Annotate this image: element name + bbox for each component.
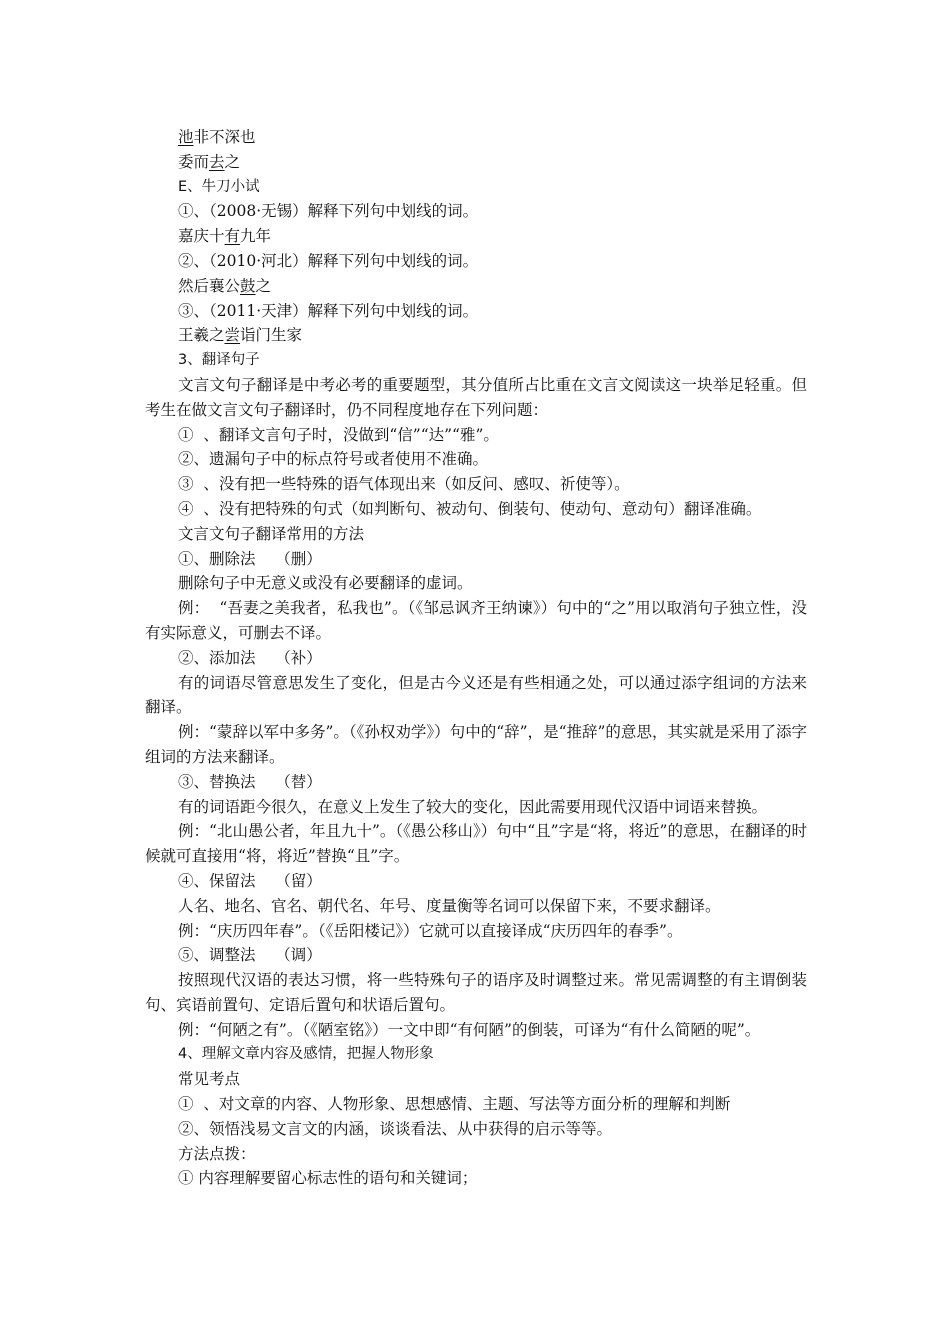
document-body [145, 125, 807, 1191]
problem-item: ②、遗漏句子中的标点符号或者使用不准确。 [178, 450, 489, 469]
tip-item: ① 内容理解要留心标志性的语句和关键词； [178, 1169, 478, 1188]
underlined-word: 鼓 [240, 276, 256, 295]
tips-title: 方法点拨： [178, 1144, 256, 1163]
section-heading: E、牛刀小试 [178, 178, 260, 195]
method-example: 例：“庆历四年春”。（《岳阳楼记》）它就可以直接译成“庆历四年的春季”。 [178, 921, 683, 940]
method-title: ②、添加法 （补） [178, 648, 322, 667]
method-title: ①、删除法 （删） [178, 549, 322, 568]
exercise-question: ③、（2011·天津）解释下列句中划线的词。 [178, 301, 479, 320]
exercise-question: ①、（2008·无锡）解释下列句中划线的词。 [178, 202, 479, 221]
method-description: 有的词语距今很久，在意义上发生了较大的变化，因此需要用现代汉语中词语来替换。 [178, 797, 768, 816]
example-line: 池非不深也 [178, 128, 256, 146]
intro-paragraph: 文言文句子翻译是中考必考的重要题型，其分值所占比重在文言文阅读这一块举足轻重。但考生在做文言文句子翻译时，仍不同程度地存在下列问题： [145, 375, 807, 419]
example-line: 委而去之 [178, 152, 241, 171]
method-example: 例：“北山愚公者，年且九十”。（《愚公移山》）句中“且”字是“将，将近”的意思，在翻译的时候就可直接用“将，将近”替换“且”字。 [145, 822, 807, 866]
underlined-word: 有 [224, 227, 241, 246]
exercise-sentence: 王羲之尝诣门生家 [178, 326, 303, 345]
section-heading-translate: 3、翻译句子 [178, 352, 260, 369]
method-example: 例： “吾妻之美我者，私我也”。（《邹忌讽齐王纳谏》）句中的“之”用以取消句子独立性，没有实际意义，可删去不译。 [145, 599, 807, 642]
method-description: 人名、地名、官名、朝代名、年号、度量衡等名词可以保留下来，不要求翻译。 [178, 896, 721, 915]
underlined-word: 池 [178, 128, 194, 146]
methods-title: 文言文句子翻译常用的方法 [178, 524, 365, 543]
section-heading-understand: 4、理解文章内容及感情，把握人物形象 [178, 1046, 434, 1063]
point-item: ① 、对文章的内容、人物形象、思想感情、主题、写法等方面分析的理解和判断 [178, 1095, 731, 1114]
method-title: ④、保留法 （留） [178, 871, 322, 890]
underlined-word: 尝 [224, 326, 241, 345]
point-item: ②、领悟浅易文言文的内涵，谈谈看法、从中获得的启示等等。 [178, 1119, 613, 1138]
problem-item: ④ 、没有把特殊的句式（如判断句、被动句、倒装句、使动句、意动句）翻译准确。 [178, 499, 762, 518]
underlined-word: 去 [209, 152, 225, 171]
method-title: ⑤、调整法 （调） [178, 946, 322, 965]
problem-item: ① 、翻译文言句子时，没做到“信”“达”“雅”。 [178, 425, 499, 444]
exercise-sentence: 嘉庆十有九年 [178, 227, 272, 246]
points-title: 常见考点 [178, 1070, 241, 1089]
method-example: 例：“蒙辞以军中多务”。（《孙权劝学》）句中的“辞”，是“推辞”的意思，其实就是采用了添字组词的方法来翻译。 [145, 723, 807, 766]
exercise-question: ②、（2010·河北）解释下列句中划线的词。 [178, 251, 479, 270]
method-description: 按照现代汉语的表达习惯，将一些特殊句子的语序及时调整过来。常见需调整的有主谓倒装句、宾语前置句、定语后置句和状语后置句。 [145, 971, 807, 1014]
method-description: 删除句子中无意义或没有必要翻译的虚词。 [178, 574, 473, 593]
method-description: 有的词语尽管意思发生了变化，但是古今义还是有些相通之处，可以通过添字组词的方法来翻译。 [145, 673, 807, 717]
problem-item: ③ 、没有把一些特殊的语气体现出来（如反问、感叹、祈使等）。 [178, 475, 630, 494]
exercise-sentence: 然后襄公鼓之 [178, 276, 272, 295]
method-title: ③、替换法 （替） [178, 772, 322, 791]
method-example: 例：“何陋之有”。（《陋室铭》）一文中即“有何陋”的倒装，可译为“有什么简陋的呢”。 [178, 1020, 761, 1039]
